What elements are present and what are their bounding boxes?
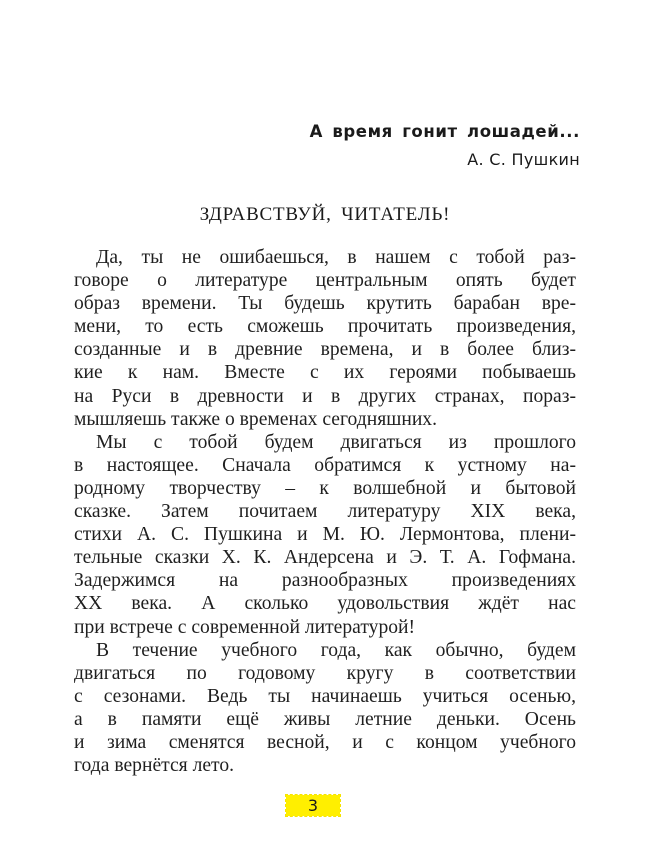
epigraph-quote: А время гонит лошадей... (309, 122, 580, 141)
text-line: созданные и в древние времена, и в более близ- (74, 339, 576, 361)
text-line: Мы с тобой будем двигаться из прошлого (96, 431, 576, 453)
text-line: сказке. Затем почитаем литературу XIX века, (74, 501, 576, 523)
text-line: с сезонами. Ведь ты начинаешь учиться осенью, (74, 685, 576, 707)
page-title: ЗДРАВСТВУЙ, ЧИТАТЕЛЬ! (199, 204, 451, 225)
text-line: при встрече с современной литературой! (74, 616, 416, 638)
text-line: В течение учебного года, как обычно, будем (96, 639, 576, 661)
text-line: говоре о литературе центральным опять будет (74, 270, 576, 292)
text-line: а в памяти ещё живы летние деньки. Осень (74, 708, 576, 730)
text-line: и зима сменятся весной, и с концом учебного (74, 731, 576, 753)
text-line: мышляешь также о временах сегодняшних. (74, 408, 438, 430)
text-line: XX века. А сколько удовольствия ждёт нас (74, 593, 576, 615)
text-line: в настоящее. Сначала обратимся к устному на- (74, 454, 576, 476)
text-line: Да, ты не ошибаешься, в нашем с тобой раз- (96, 247, 576, 268)
text-line: родному творчеству – к волшебной и бытовой (74, 477, 576, 499)
page-number: 3 (307, 796, 319, 815)
text-line: образ времени. Ты будешь крутить барабан вре- (74, 293, 576, 315)
body-text (74, 246, 576, 777)
epigraph-author: А. С. Пушкин (467, 150, 580, 169)
text-line: мени, то есть сможешь прочитать произведения, (74, 316, 576, 338)
text-line: кие к нам. Вместе с их героями побываешь (74, 362, 576, 384)
text-line: Задержимся на разнообразных произведениях (74, 570, 576, 592)
page-number-badge (286, 795, 340, 816)
text-line: года вернётся лето. (74, 755, 235, 777)
text-line: стихи А. С. Пушкина и М. Ю. Лермонтова, плени- (74, 524, 576, 546)
epigraph (310, 118, 580, 174)
text-line: двигаться по годовому кругу в соответствии (74, 662, 576, 684)
text-line: на Руси в древности и в других странах, пораз- (74, 385, 576, 407)
text-line: тельные сказки Х. К. Андерсена и Э. Т. А. Гофмана. (74, 547, 576, 569)
